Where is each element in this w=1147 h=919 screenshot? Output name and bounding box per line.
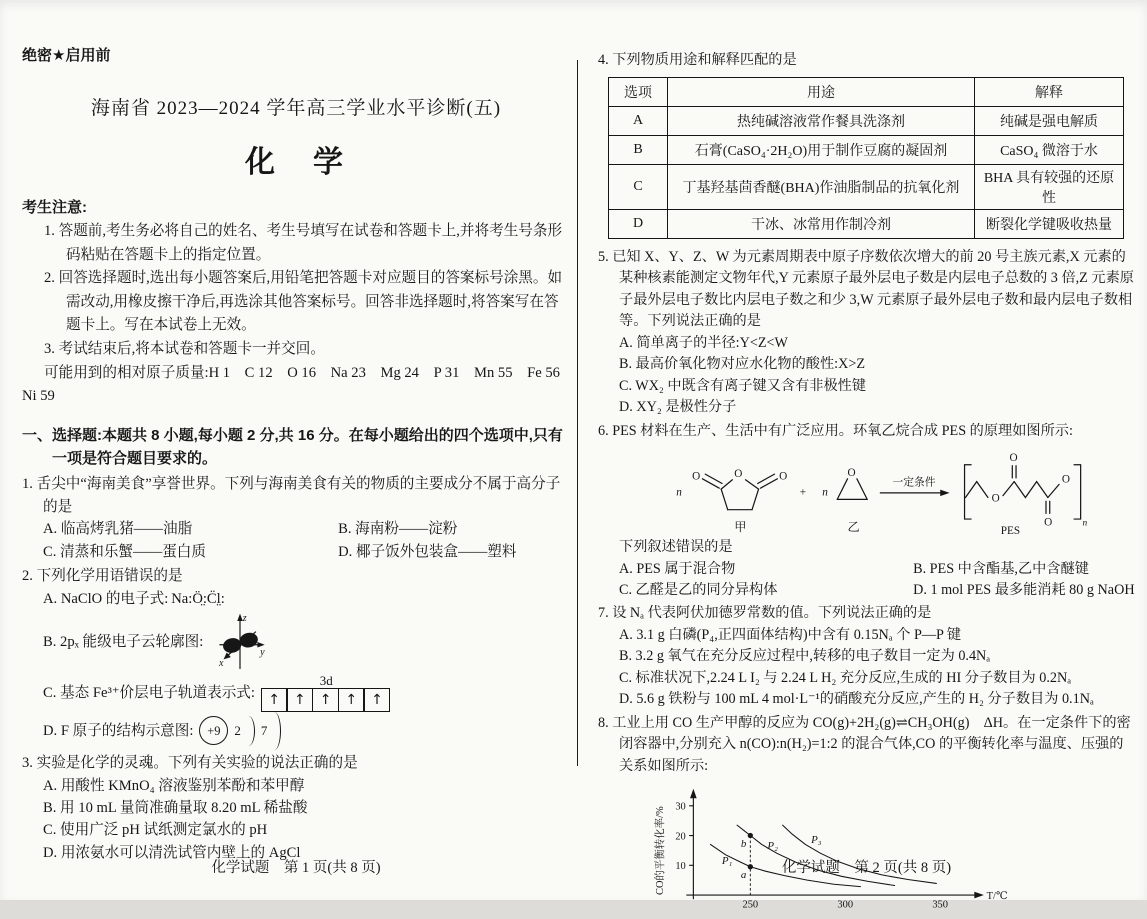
question-6 bbox=[598, 421, 1135, 602]
carbonyl-oxygen-up: O bbox=[1009, 452, 1018, 465]
ester-oxygen-1: O bbox=[991, 492, 1000, 505]
point-label: a bbox=[740, 869, 747, 882]
question-5 bbox=[598, 247, 1135, 419]
q3-option-d: D. 用浓氨水可以清洗试管内壁上的 AgCl bbox=[43, 844, 301, 861]
q4-column-header: 解释 bbox=[975, 77, 1124, 106]
q4-column-header: 选项 bbox=[609, 77, 668, 106]
curve-label: P₁ bbox=[721, 855, 733, 868]
orbital-box: ↑ bbox=[312, 688, 339, 712]
y-axis-title: CO的平衡转化率/% bbox=[654, 806, 666, 896]
curve-label: P₃ bbox=[811, 834, 822, 847]
coefficient-n-1: n bbox=[676, 486, 682, 499]
curve-label: P₂ bbox=[767, 840, 778, 853]
q1-option-c: C. 清蒸和乐蟹——蛋白质 bbox=[43, 543, 206, 560]
orbital-boxes bbox=[262, 688, 391, 712]
q5-option-a: A. 简单离子的半径:Y<Z<W bbox=[619, 334, 788, 351]
y-tick-label: 10 bbox=[675, 861, 686, 873]
x-tick-label: 250 bbox=[742, 899, 759, 911]
orbital-box: ↑ bbox=[286, 688, 313, 712]
q6-stem: 6. PES 材料在生产、生活中有广泛应用。环氧乙烷合成 PES 的原理如图所示: bbox=[598, 422, 1073, 439]
q4-table-cell: 纯碱是强电解质 bbox=[975, 106, 1124, 135]
axis-label-z: z bbox=[243, 612, 247, 624]
q4-table-cell: 石膏(CaSO₄·2H₂O)用于制作豆腐的凝固剂 bbox=[668, 135, 975, 164]
y-tick-label: 20 bbox=[675, 831, 686, 843]
product-label: PES bbox=[1000, 525, 1021, 538]
orbital-diagram bbox=[262, 674, 391, 712]
shell-arc-2 bbox=[268, 712, 281, 750]
q2-option-d bbox=[43, 712, 570, 750]
carbonyl-oxygen-down: O bbox=[1044, 516, 1053, 529]
page-2-footer: 化学试题 第 2 页(共 8 页) bbox=[781, 860, 952, 876]
question-8 bbox=[598, 713, 1135, 919]
exam-title: 海南省 2023—2024 学年高三学业水平诊断(五) bbox=[90, 98, 502, 119]
electron-cloud-diagram bbox=[208, 610, 272, 674]
question-2 bbox=[22, 565, 570, 750]
question-3 bbox=[22, 752, 570, 864]
q4-table bbox=[608, 77, 1124, 239]
orbital-sublevel-label: 3d bbox=[319, 672, 333, 688]
axis-label-x: x bbox=[219, 657, 224, 669]
q6-option-a: A. PES 属于混合物 bbox=[619, 560, 736, 577]
q4-table-row bbox=[609, 106, 1124, 135]
q4-table-cell: 热纯碱溶液常作餐具洗涤剂 bbox=[668, 106, 975, 135]
q7-option-c: C. 标准状况下,2.24 L I₂ 与 2.24 L H₂ 充分反应,生成的 HI 分子数目为 0.2Nₐ bbox=[619, 669, 1072, 686]
ester-oxygen-2: O bbox=[1061, 473, 1071, 486]
q2-option-d-text: D. F 原子的结构示意图: bbox=[43, 722, 194, 739]
column-divider bbox=[577, 60, 578, 766]
shell-2-count: 7 bbox=[260, 722, 268, 738]
q2-option-a bbox=[43, 588, 570, 610]
q7-option-b: B. 3.2 g 氧气在充分反应过程中,转移的电子数目一定为 0.4Nₐ bbox=[619, 648, 991, 665]
q2-option-c-text: C. 基态 Fe³⁺价层电子轨道表示式: bbox=[43, 684, 255, 701]
q3-stem: 3. 实验是化学的灵魂。下列有关实验的说法正确的是 bbox=[22, 754, 358, 771]
pes-reaction-scheme bbox=[650, 446, 1090, 538]
q4-column-header: 用途 bbox=[668, 77, 975, 106]
q4-table-cell: D bbox=[609, 209, 668, 238]
atom-structure-diagram bbox=[199, 712, 281, 750]
orbital-box: ↑ bbox=[363, 688, 390, 712]
q4-table-cell: C bbox=[609, 164, 668, 209]
page-1 bbox=[22, 44, 570, 864]
q4-table-row bbox=[609, 209, 1124, 238]
q1-option-b: B. 海南粉——淀粉 bbox=[338, 521, 458, 538]
q8-equilibrium-chart bbox=[650, 783, 1135, 919]
q5-option-d: D. XY₂ 是极性分子 bbox=[619, 399, 737, 416]
orbital-box: ↑ bbox=[338, 688, 365, 712]
x-axis-title: T/℃ bbox=[986, 891, 1008, 903]
q1-stem: 1. 舌尖中“海南美食”享誉世界。下列与海南美食有关的物质的主要成分不属于高分子的是 bbox=[22, 475, 561, 515]
x-tick-label: 300 bbox=[837, 899, 854, 911]
repeat-subscript: n bbox=[1082, 518, 1088, 529]
point-label: b bbox=[740, 838, 747, 851]
q7-option-a: A. 3.1 g 白磷(P₄,正四面体结构)中含有 0.15Nₐ 个 P—P 键 bbox=[619, 627, 962, 643]
epoxide-oxygen: O bbox=[847, 467, 856, 480]
q2-option-b bbox=[43, 610, 570, 674]
notice-item-2: 2. 回答选择题时,选出每小题答案后,用铅笔把答题卡对应题目的答案标号涂黑。如需改动,用橡皮擦干净后,再选涂其他答案标号。回答非选择题时,将答案写在答题卡上。写在本试卷上无效。 bbox=[44, 270, 563, 334]
q1-option-a: A. 临高烤乳猪——油脂 bbox=[43, 521, 193, 538]
q5-option-c: C. WX₂ 中既含有离子键又含有非极性键 bbox=[619, 377, 867, 394]
q4-table-cell: BHA 具有较强的还原性 bbox=[975, 164, 1124, 209]
q7-option-d: D. 5.6 g 铁粉与 100 mL 4 mol·L⁻¹的硝酸充分反应,产生的 H₂ 分子数目为 0.1Nₐ bbox=[619, 691, 1094, 708]
plus-sign: + bbox=[799, 486, 807, 499]
y-tick-label: 30 bbox=[675, 801, 686, 813]
q1-option-d: D. 椰子饭外包装盒——塑料 bbox=[338, 543, 517, 560]
q4-table-cell: 干冰、冰常用作制冷剂 bbox=[668, 209, 975, 238]
q6-ask: 下列叙述错误的是 bbox=[619, 539, 733, 556]
q2-option-c bbox=[43, 674, 570, 712]
notice-item-3: 3. 考试结束后,将本试卷和答题卡一并交回。 bbox=[44, 340, 325, 357]
marked-point-b bbox=[748, 833, 753, 838]
question-7 bbox=[598, 603, 1135, 710]
q3-option-b: B. 用 10 mL 量筒准确量取 8.20 mL 稀盐酸 bbox=[43, 799, 308, 816]
q7-stem: 7. 设 Nₐ 代表阿伏加德罗常数的值。下列说法正确的是 bbox=[598, 605, 932, 622]
q3-option-c: C. 使用广泛 pH 试纸测定氯水的 pH bbox=[43, 822, 268, 839]
reactant-1-label: 甲 bbox=[734, 520, 747, 535]
axis-label-y: y bbox=[260, 646, 265, 658]
conversion-vs-temperature-plot bbox=[650, 783, 1050, 914]
q6-option-c: C. 乙醛是乙的同分异构体 bbox=[619, 582, 778, 598]
electron-dot-formula: Na:Ö̤:C̈l̤: bbox=[171, 590, 225, 607]
page-1-footer: 化学试题 第 1 页(共 8 页) bbox=[211, 860, 381, 876]
question-4 bbox=[598, 50, 1135, 239]
q4-stem: 4. 下列物质用途和解释匹配的是 bbox=[598, 52, 797, 68]
question-1 bbox=[22, 473, 570, 563]
orbital-box: ↑ bbox=[261, 688, 288, 712]
x-tick-label: 350 bbox=[932, 899, 949, 911]
atomic-masses-line: 可能用到的相对原子质量:H 1 C 12 O 16 Na 23 Mg 24 P 31 Mn 55 Fe 56 bbox=[44, 364, 560, 381]
q6-option-b: B. PES 中含酯基,乙中含醚键 bbox=[913, 560, 1089, 577]
reactant-2-label: 乙 bbox=[847, 520, 860, 535]
q1-options bbox=[43, 518, 570, 563]
nucleus-charge: +9 bbox=[199, 716, 228, 745]
q4-table-row bbox=[609, 164, 1124, 209]
q2-option-a-text: A. NaClO 的电子式: bbox=[43, 590, 169, 607]
q5-stem: 5. 已知 X、Y、Z、W 为元素周期表中原子序数依次增大的前 20 号主族元素,X 元素的某种核素能测定文物年代,Y 元素原子最外层电子数是内层电子总数的 3 倍,Z 元素原子最外层电子数比内层电子数之和少 3,W 元素原子最外层电子数和最内层电子数相等。下列说法正确的是 bbox=[598, 248, 1134, 330]
q4-table-cell: 丁基羟基茴香醚(BHA)作油脂制品的抗氧化剂 bbox=[668, 164, 975, 209]
q3-option-a: A. 用酸性 KMnO₄ 溶液鉴别苯酚和苯甲醇 bbox=[43, 777, 305, 794]
carbonyl-oxygen-right: O bbox=[779, 470, 788, 483]
shell-arc-1 bbox=[242, 716, 255, 746]
q8-stem: 8. 工业上用 CO 生产甲醇的反应为 CO(g)+2H₂(g)⇌CH₃OH(g) ΔH。在一定条件下的密闭容器中,分别充入 n(CO):n(H₂)=1:2 的混合气体,CO 的平衡转化率与温度、压强的关系如图所示: bbox=[598, 714, 1131, 774]
q4-table-cell: B bbox=[609, 135, 668, 164]
section-1-heading: 一、选择题:本题共 8 小题,每小题 2 分,共 16 分。在每小题给出的四个选项中,只有一项是符合题目要求的。 bbox=[22, 426, 563, 468]
notice-item-1: 1. 答题前,考生务必将自己的姓名、考生号填写在试卷和答题卡上,并将考生号条形码粘贴在答题卡上的指定位置。 bbox=[44, 223, 563, 263]
q4-table-row bbox=[609, 135, 1124, 164]
coefficient-n-2: n bbox=[822, 486, 828, 499]
q4-table-cell: CaSO₄ 微溶于水 bbox=[975, 135, 1124, 164]
q4-table-cell: A bbox=[609, 106, 668, 135]
q2-option-b-text: B. 2pₓ 能级电子云轮廓图: bbox=[43, 633, 204, 650]
atomic-masses-line-2: Ni 59 bbox=[22, 388, 55, 405]
q6-options bbox=[619, 559, 1135, 602]
reaction-condition: 一定条件 bbox=[892, 476, 936, 489]
shell-1-count: 2 bbox=[234, 722, 241, 738]
notice-heading: 考生注意: bbox=[22, 199, 87, 216]
q6-option-d: D. 1 mol PES 最多能消耗 80 g NaOH bbox=[913, 582, 1135, 598]
q5-option-b: B. 最高价氧化物对应水化物的酸性:X>Z bbox=[619, 356, 866, 373]
subject-title: 化 学 bbox=[245, 146, 347, 179]
carbonyl-oxygen-left: O bbox=[692, 470, 701, 483]
q2-stem: 2. 下列化学用语错误的是 bbox=[22, 567, 183, 584]
page-2 bbox=[598, 48, 1135, 919]
ring-oxygen: O bbox=[734, 468, 743, 481]
q4-table-cell: 断裂化学键吸收热量 bbox=[975, 209, 1124, 238]
secrecy-label: 绝密★启用前 bbox=[22, 47, 111, 64]
q4-header-row bbox=[609, 77, 1124, 106]
